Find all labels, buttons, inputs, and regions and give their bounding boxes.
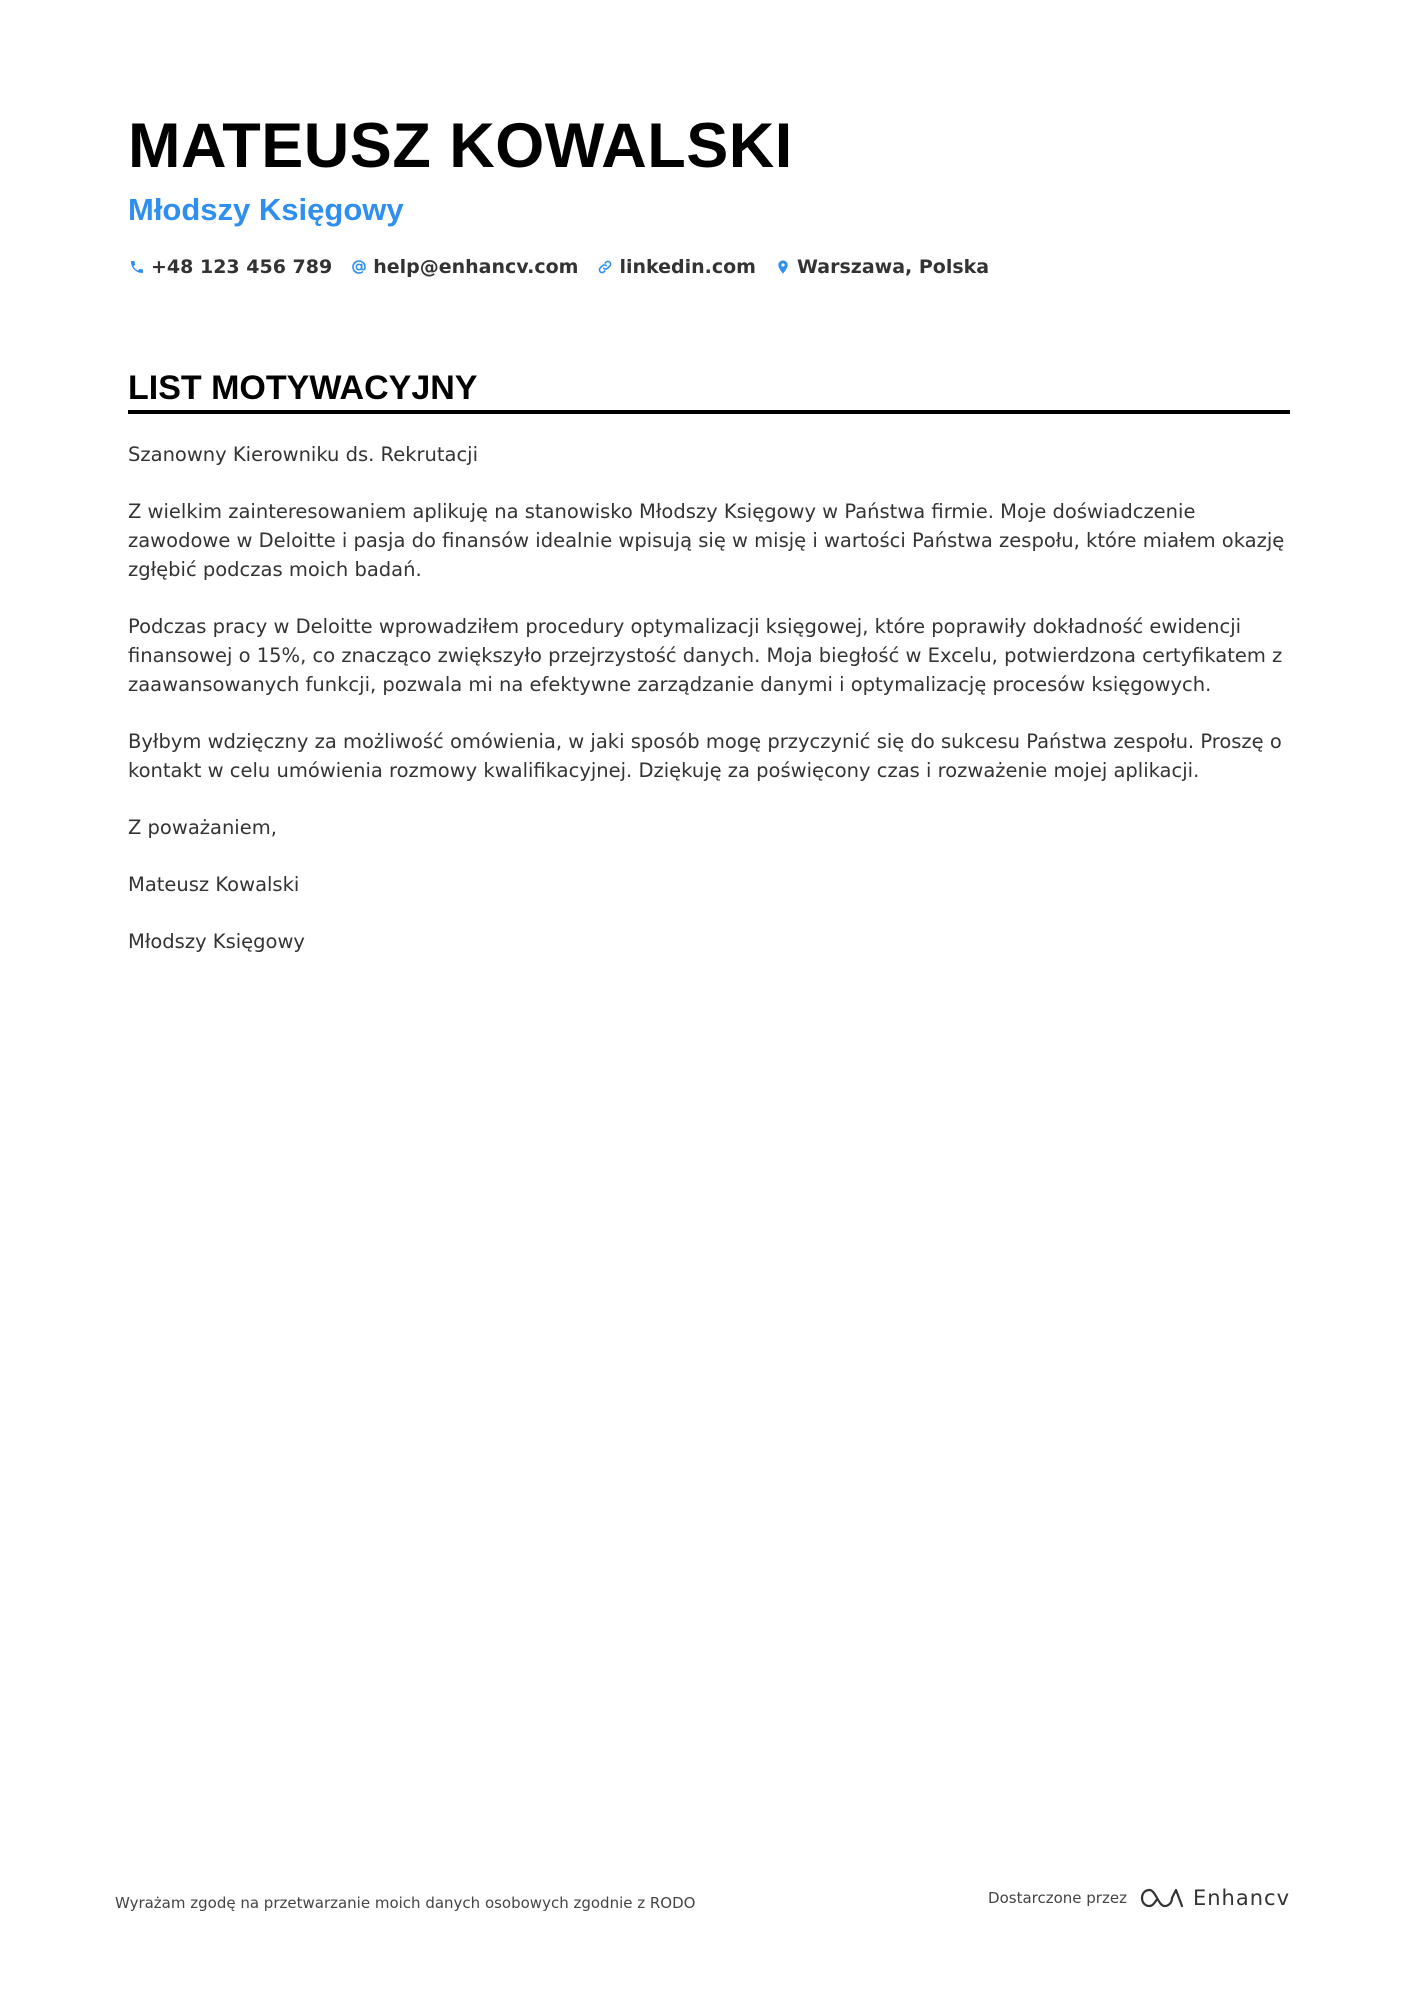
contact-phone[interactable] — [128, 252, 332, 282]
letter-closing: Z poważaniem, — [128, 816, 277, 839]
contact-bar — [128, 252, 989, 282]
section-title: LIST MOTYWACYJNY — [128, 369, 478, 407]
letter-body — [128, 440, 1290, 984]
powered-by — [988, 1885, 1290, 1911]
enhancv-brand[interactable] — [1139, 1885, 1290, 1911]
link-icon — [596, 258, 614, 276]
section-divider — [128, 410, 1290, 414]
letter-greeting: Szanowny Kierowniku ds. Rekrutacji — [128, 443, 479, 466]
contact-email[interactable] — [350, 252, 578, 282]
letter-paragraph: Z wielkim zainteresowaniem aplikuję na stanowisko Młodszy Księgowy w Państwa firmie. Moje doświadczenie zawodowe w Deloitte i pasja do finansów idealnie wpisują się w misję i wartości Państwa zespołu, które miałem okazję zgłębić podczas moich badań. — [128, 500, 1285, 581]
enhancv-brand-name: Enhancv — [1192, 1886, 1290, 1910]
signature-role: Młodszy Księgowy — [128, 930, 305, 953]
location-pin-icon — [774, 258, 792, 276]
contact-phone-text: +48 123 456 789 — [151, 256, 333, 278]
applicant-name: MATEUSZ KOWALSKI — [128, 111, 793, 181]
contact-link[interactable] — [596, 252, 756, 282]
applicant-role: Młodszy Księgowy — [128, 192, 404, 227]
letter-paragraph: Byłbym wdzięczny za możliwość omówienia, w jaki sposób mogę przyczynić się do sukcesu Państwa zespołu. Proszę o kontakt w celu umówienia rozmowy kwalifikacyjnej. Dziękuję za poświęcony czas i rozważenie mojej aplikacji. — [128, 730, 1282, 782]
at-icon — [350, 258, 368, 276]
contact-location-text: Warszawa, Polska — [796, 256, 990, 278]
contact-email-text: help@enhancv.com — [373, 256, 579, 278]
enhancv-logo-icon — [1139, 1885, 1185, 1911]
phone-icon — [128, 258, 146, 276]
powered-by-label: Dostarczone przez — [988, 1889, 1127, 1907]
letter-paragraph: Podczas pracy w Deloitte wprowadziłem procedury optymalizacji księgowej, które poprawiły dokładność ewidencji finansowej o 15%, co znacząco zwiększyło przejrzystość danych. Moja biegłość w Excelu, potwierdzona certyfikatem z zaawansowanych funkcji, pozwala mi na efektywne zarządzanie danymi i optymalizację procesów księgowych. — [128, 615, 1283, 696]
signature-name: Mateusz Kowalski — [128, 873, 300, 896]
gdpr-consent: Wyrażam zgodę na przetwarzanie moich danych osobowych zgodnie z RODO — [115, 1894, 696, 1912]
contact-link-text: linkedin.com — [619, 256, 756, 278]
contact-location — [774, 252, 989, 282]
